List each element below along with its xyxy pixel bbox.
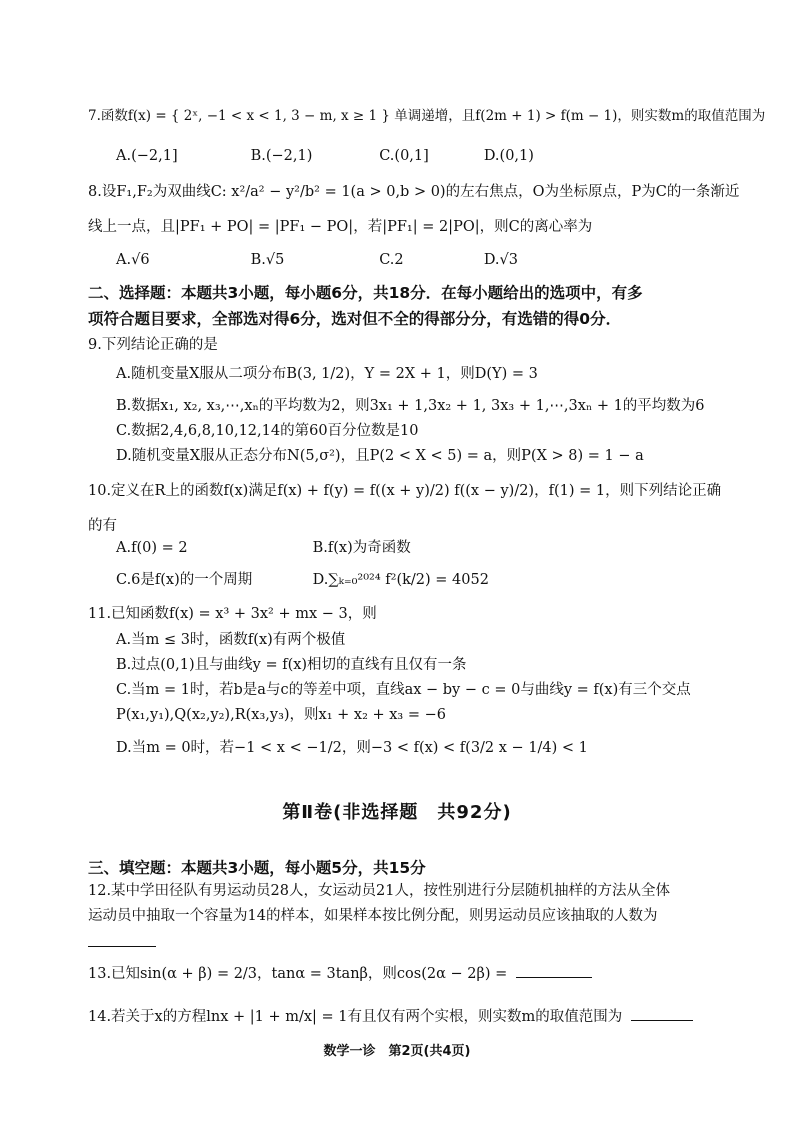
q11-option-c-line1: C.当m = 1时，若b是a与c的等差中项，直线ax − by − c = 0与曲线y = f(x)有三个交点 [116, 682, 691, 698]
q8-option-a: A.√6 [116, 252, 150, 268]
q10-options-row2 [116, 570, 489, 590]
q7-stem: 7.函数f(x) = { 2ˣ, −1 < x < 1, 3 − m, x ≥ 1 } 单调递增，且f(2m + 1) > f(m − 1)，则实数m的取值范围为 [88, 108, 766, 124]
q9-option-a: A.随机变量X服从二项分布B(3, 1/2)，Y = 2X + 1，则D(Y) = 3 [116, 366, 538, 382]
q10-option-c: C.6是f(x)的一个周期 [116, 572, 253, 588]
q8-option-c: C.2 [379, 252, 404, 268]
q13-stem: 13.已知sin(α + β) = 2/3，tanα = 3tanβ，则cos(2α − 2β) = [88, 966, 508, 982]
q12-blank [88, 932, 156, 947]
q12-stem-line1: 12.某中学田径队有男运动员28人，女运动员21人，按性别进行分层随机抽样的方法从全体 [88, 883, 670, 899]
q14-blank [631, 1006, 693, 1021]
q14-line [88, 1006, 693, 1027]
q14-stem: 14.若关于x的方程lnx + |1 + m/x| = 1有且仅有两个实根，则实数m的取值范围为 [88, 1009, 623, 1025]
q11-stem: 11.已知函数f(x) = x³ + 3x² + mx − 3，则 [88, 606, 377, 622]
q12-answer-blank [88, 932, 156, 953]
q10-option-d: D.∑ₖ₌₀²⁰²⁴ f²(k/2) = 4052 [312, 572, 489, 588]
section2-heading-line1: 二、选择题：本题共3小题，每小题6分，共18分．在每小题给出的选项中，有多 [88, 284, 643, 302]
q8-stem-line1: 8.设F₁,F₂为双曲线C: x²/a² − y²/b² = 1(a > 0,b > 0)的左右焦点，O为坐标原点，P为C的一条渐近 [88, 184, 740, 200]
q10-options-row1 [116, 538, 411, 558]
q11-option-c-line2: P(x₁,y₁),Q(x₂,y₂),R(x₃,y₃)，则x₁ + x₂ + x₃ = −6 [116, 707, 446, 723]
q10-option-a: A.f(0) = 2 [116, 540, 188, 556]
q10-stem-line2: 的有 [88, 518, 117, 534]
section2-heading-line2: 项符合题目要求，全部选对得6分，选对但不全的得部分分，有选错的得0分． [88, 310, 622, 328]
q12-stem-line2: 运动员中抽取一个容量为14的样本，如果样本按比例分配，则男运动员应该抽取的人数为 [88, 908, 658, 924]
q9-stem: 9.下列结论正确的是 [88, 337, 218, 353]
q7-options [116, 146, 534, 166]
section3-heading: 三、填空题：本题共3小题，每小题5分，共15分 [88, 859, 426, 877]
q7-option-d: D.(0,1) [483, 148, 534, 164]
q9-option-c: C.数据2,4,6,8,10,12,14的第60百分位数是10 [116, 423, 419, 439]
q11-option-d: D.当m = 0时，若−1 < x < −1/2，则−3 < f(x) < f(3/2 x − 1/4) < 1 [116, 740, 588, 756]
page-footer: 数学一诊 第2页(共4页) [323, 1044, 471, 1059]
q7-option-b: B.(−2,1) [250, 148, 313, 164]
q8-options [116, 250, 518, 270]
q7-option-c: C.(0,1] [379, 148, 429, 164]
part2-title: 第Ⅱ卷(非选择题 共92分) [282, 802, 512, 823]
q13-blank [516, 963, 592, 978]
q8-option-b: B.√5 [250, 252, 285, 268]
q13-line [88, 963, 592, 984]
q9-option-d: D.随机变量X服从正态分布N(5,σ²)，且P(2 < X < 5) = a，则P(X > 8) = 1 − a [116, 448, 644, 464]
q10-stem-line1: 10.定义在R上的函数f(x)满足f(x) + f(y) = f((x + y)/2) f((x − y)/2)，f(1) = 1，则下列结论正确 [88, 483, 722, 499]
q8-option-d: D.√3 [483, 252, 519, 268]
q11-option-a: A.当m ≤ 3时，函数f(x)有两个极值 [116, 632, 346, 648]
q7-option-a: A.(−2,1] [116, 148, 178, 164]
q10-option-b: B.f(x)为奇函数 [312, 540, 411, 556]
q9-option-b: B.数据x₁, x₂, x₃,⋯,xₙ的平均数为2，则3x₁ + 1,3x₂ + 1, 3x₃ + 1,⋯,3xₙ + 1的平均数为6 [116, 398, 705, 414]
q11-option-b: B.过点(0,1)且与曲线y = f(x)相切的直线有且仅有一条 [116, 657, 467, 673]
q8-stem-line2: 线上一点，且|PF₁ + PO| = |PF₁ − PO|，若|PF₁| = 2|PO|，则C的离心率为 [88, 219, 593, 235]
